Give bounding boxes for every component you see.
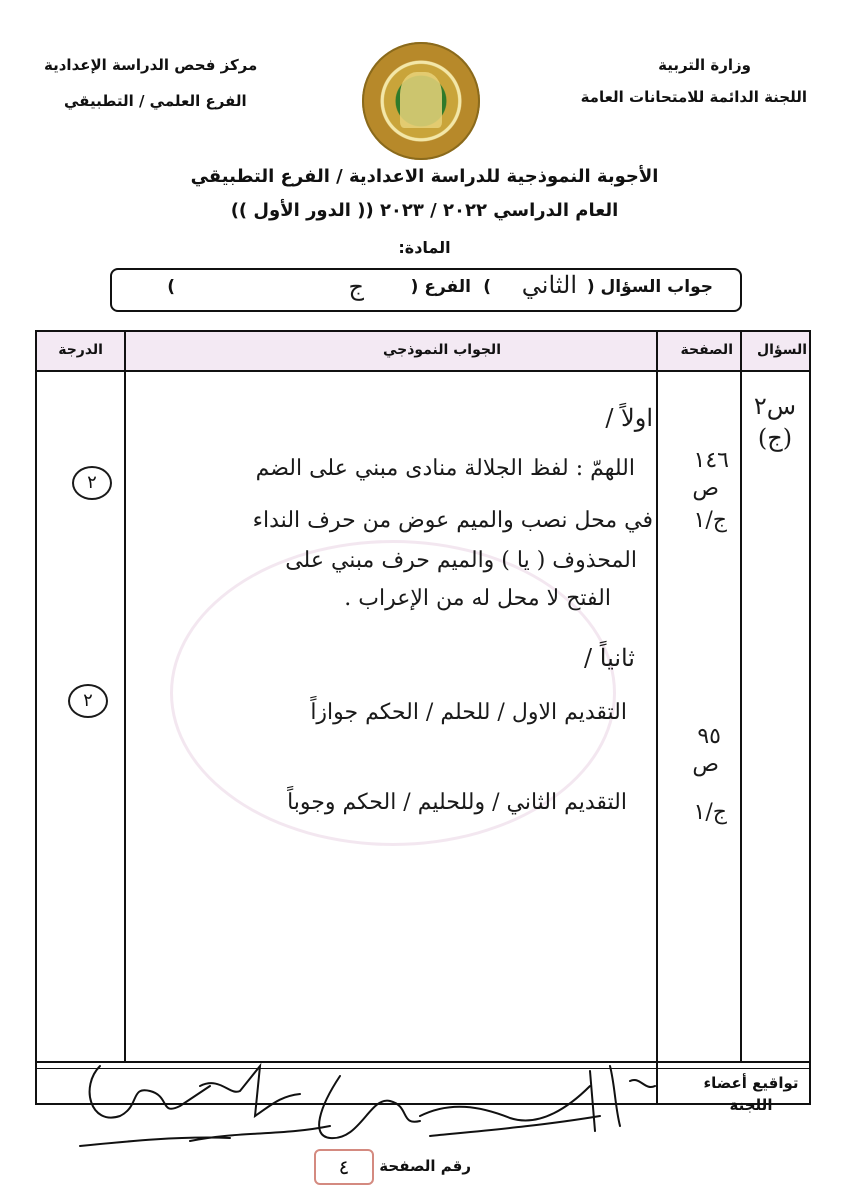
answer-close: ) bbox=[483, 277, 491, 297]
branch-name: الفرع العلمي / التطبيقي bbox=[64, 92, 247, 110]
committee-name: اللجنة الدائمة للامتحانات العامة bbox=[580, 88, 807, 106]
part2-volume: ج/١ bbox=[693, 800, 727, 825]
header-model-answer: الجواب النموذجي bbox=[382, 342, 501, 358]
branch-label: الفرع ( bbox=[410, 277, 471, 297]
part1-line-3: المحذوف ( يا ) والميم حرف مبني على bbox=[285, 548, 637, 573]
ministry-name: وزارة التربية bbox=[658, 56, 751, 74]
academic-year: العام الدراسي ٢٠٢٢ / ٢٠٢٣ (( الدور الأول )) bbox=[230, 200, 619, 221]
part1-line-1: اللهمّ : لفظ الجلالة منادى مبني على الضم bbox=[255, 456, 635, 481]
page-number: ٤ bbox=[314, 1149, 374, 1185]
header-question: السؤال bbox=[756, 342, 807, 358]
signatures-label: تواقيع أعضاء اللجنة bbox=[703, 1074, 799, 1114]
part1-page-abbrev: ص bbox=[692, 476, 719, 501]
question-number: س٢ (ج) bbox=[753, 392, 797, 452]
answer-value: الثاني bbox=[521, 271, 577, 299]
part1-page-number: ١٤٦ bbox=[693, 448, 729, 473]
ministry-seal-logo bbox=[362, 42, 480, 160]
part2-line-2: التقديم الثاني / وللحليم / الحكم وجوباً bbox=[287, 790, 627, 815]
signature-2 bbox=[200, 1066, 300, 1116]
header-grade: الدرجة bbox=[58, 342, 103, 358]
branch-close: ) bbox=[167, 277, 175, 297]
center-name: مركز فحص الدراسة الإعدادية bbox=[44, 56, 258, 74]
part2-page-number: ٩٥ bbox=[697, 724, 721, 749]
page-title: الأجوبة النموذجية للدراسة الاعدادية / الفرع التطبيقي bbox=[190, 166, 659, 187]
page-number-label: رقم الصفحة bbox=[379, 1157, 471, 1175]
subject-label: المادة: bbox=[398, 238, 451, 257]
part2-page-abbrev: ص bbox=[692, 752, 719, 777]
part1-grade: ٢ bbox=[72, 466, 112, 500]
answer-label: جواب السؤال ( bbox=[586, 277, 713, 297]
part1-line-2: في محل نصب والميم عوض من حرف النداء bbox=[252, 508, 653, 533]
part2-grade: ٢ bbox=[68, 684, 108, 718]
signature-1 bbox=[90, 1066, 210, 1118]
signature-2-tail bbox=[190, 1126, 330, 1141]
branch-value: ج bbox=[348, 273, 364, 301]
header-page: الصفحة bbox=[680, 342, 733, 358]
part2-line-1: التقديم الاول / للحلم / الحكم جوازاً bbox=[310, 700, 627, 725]
part2-heading: ثانياً / bbox=[584, 644, 635, 672]
committee-signatures bbox=[70, 1046, 670, 1156]
signature-4 bbox=[420, 1086, 590, 1120]
signature-3 bbox=[319, 1076, 420, 1138]
part1-line-4: الفتح لا محل له من الإعراب . bbox=[344, 586, 611, 611]
signature-5 bbox=[590, 1066, 655, 1131]
part1-heading: اولاً / bbox=[605, 404, 653, 432]
part1-volume: ج/١ bbox=[693, 508, 727, 533]
